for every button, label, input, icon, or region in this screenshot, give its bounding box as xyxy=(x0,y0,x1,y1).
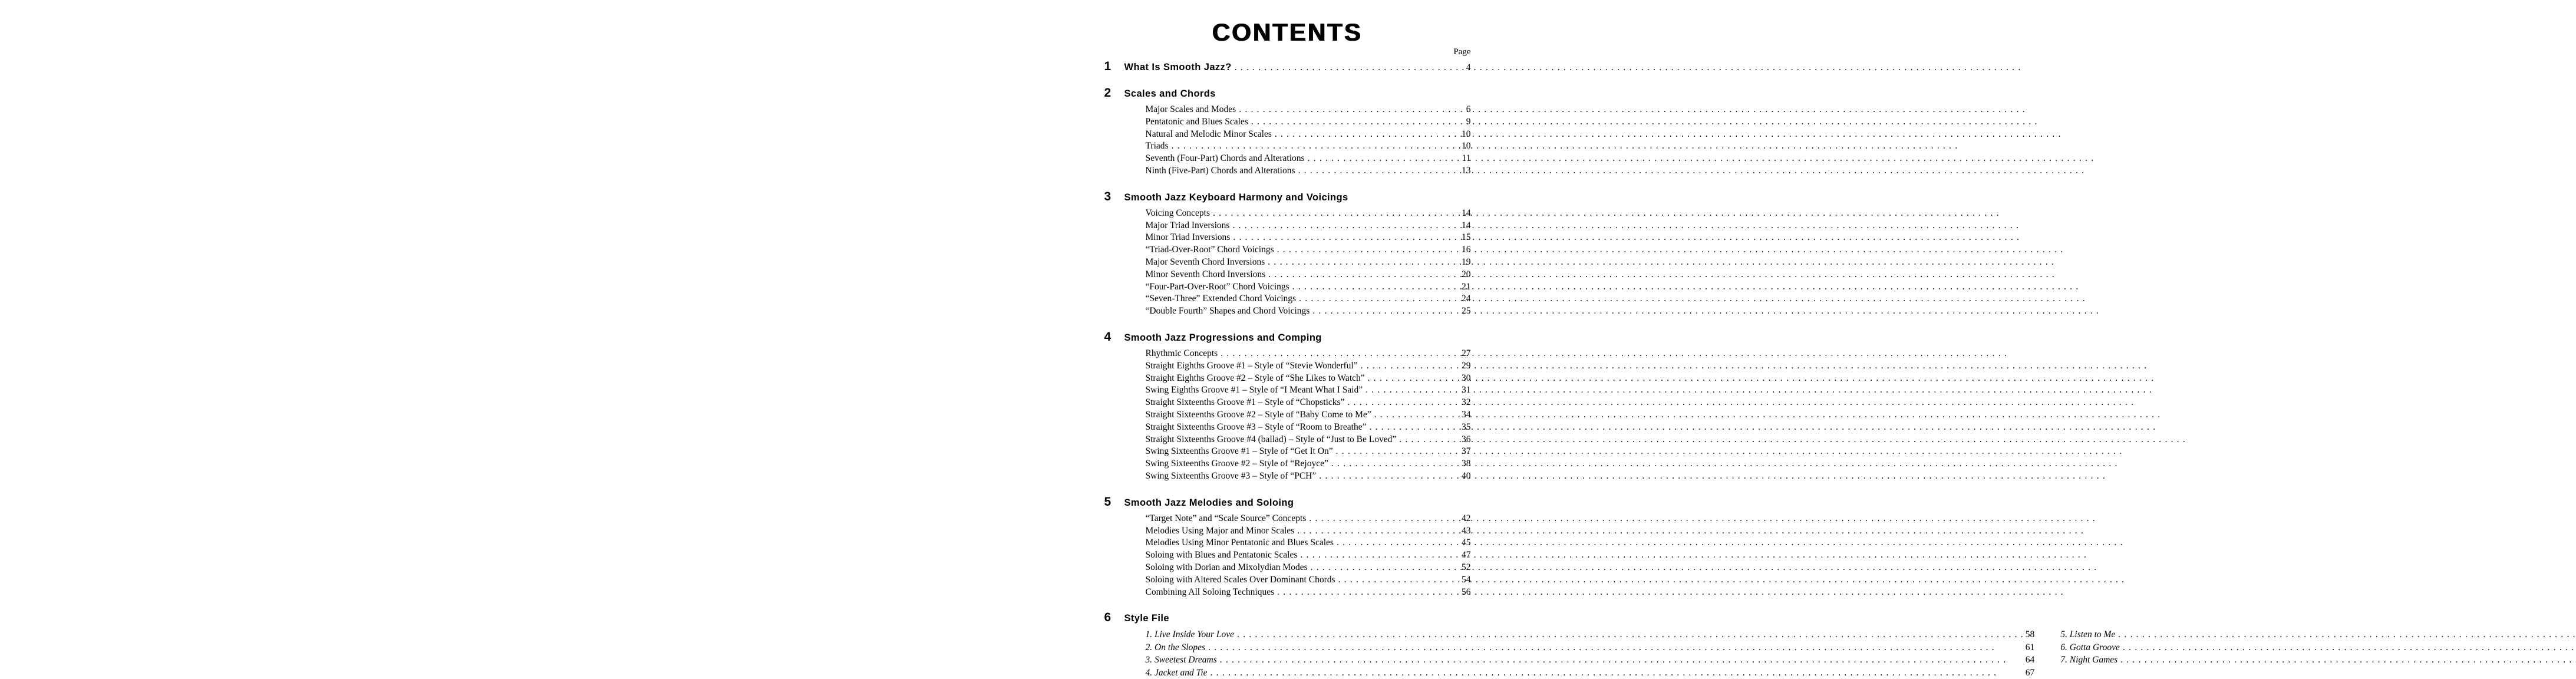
entry-page-number: 40 xyxy=(1462,470,1471,481)
dot-leader xyxy=(2120,654,2576,667)
entry-title: Soloing with Dorian and Mixolydian Modes xyxy=(1145,562,1308,572)
song-title: 7. Night Games xyxy=(2060,655,2118,665)
style-file-column-2 xyxy=(2060,628,2576,679)
entry-title: Natural and Melodic Minor Scales xyxy=(1145,128,1272,139)
entry-page-number: 25 xyxy=(1462,306,1471,317)
dot-leader xyxy=(1220,654,2024,667)
dot-leader xyxy=(1308,153,1460,165)
chapter-title: Smooth Jazz Keyboard Harmony and Voicings xyxy=(1124,192,1348,203)
dot-leader xyxy=(1275,128,1460,141)
entry-title: Straight Eighths Groove #2 – Style of “She Likes to Watch” xyxy=(1145,373,1365,383)
entry-title: Minor Triad Inversions xyxy=(1145,232,1231,243)
entry-title: Voicing Concepts xyxy=(1145,207,1210,218)
chapter-section-2 xyxy=(1104,86,1471,177)
style-file-columns xyxy=(1145,628,2120,679)
dot-leader xyxy=(1277,244,1460,256)
toc-entry xyxy=(1146,586,1471,599)
entry-title: Major Seventh Chord Inversions xyxy=(1145,256,1265,267)
dot-leader xyxy=(1233,232,1460,244)
entry-page-number: 52 xyxy=(1462,562,1471,572)
entry-title: Soloing with Blues and Pentatonic Scales xyxy=(1145,550,1298,561)
entry-title: Melodies Using Major and Minor Scales xyxy=(1145,525,1295,536)
song-page-number: 64 xyxy=(2025,655,2035,665)
chapter-section-6 xyxy=(1104,611,2120,679)
entry-page-number: 21 xyxy=(1462,281,1471,292)
song-page-number: 61 xyxy=(2025,642,2035,652)
toc-entry xyxy=(1146,269,1471,281)
toc-entry xyxy=(1146,165,1471,177)
toc-entry xyxy=(1146,128,1471,141)
entry-title: Swing Sixteenths Groove #1 – Style of “Get It On” xyxy=(1145,446,1333,457)
toc-entry xyxy=(1146,397,1471,409)
song-title: 4. Jacket and Tie xyxy=(1145,667,1208,678)
entry-title: Major Triad Inversions xyxy=(1145,220,1230,230)
song-title: 3. Sweetest Dreams xyxy=(1145,655,1217,665)
dot-leader xyxy=(1338,574,1460,586)
song-page-number: 67 xyxy=(2025,667,2035,678)
toc-entry xyxy=(1146,562,1471,574)
entry-page-number: 35 xyxy=(1462,421,1471,432)
entry-page-number: 20 xyxy=(1462,269,1471,279)
entry-title: Major Scales and Modes xyxy=(1145,104,1236,114)
toc-entry xyxy=(1146,574,1471,586)
entry-title: Combining All Soloing Techniques xyxy=(1145,586,1275,597)
entry-title: Ninth (Five-Part) Chords and Alterations xyxy=(1145,165,1295,176)
dot-leader xyxy=(1232,220,1460,232)
toc-entry xyxy=(1146,458,1471,470)
dot-leader xyxy=(1277,586,1460,599)
toc-entry xyxy=(1146,140,1471,153)
chapter-heading xyxy=(1104,86,1471,100)
dot-leader xyxy=(1399,434,1460,446)
dot-leader xyxy=(1361,360,1460,373)
dot-leader xyxy=(1211,667,2024,679)
toc-entry xyxy=(1146,116,1471,128)
style-file-entry xyxy=(2060,654,2576,667)
chapter-section-4 xyxy=(1104,330,1471,483)
chapter-section-1 xyxy=(1104,60,1471,74)
toc-entry xyxy=(1146,513,1471,525)
dot-leader xyxy=(1368,373,1460,385)
entry-title: “Four-Part-Over-Root” Chord Voicings xyxy=(1145,281,1289,292)
entry-page-number: 24 xyxy=(1462,294,1471,304)
entry-page-number: 38 xyxy=(1462,459,1471,469)
chapter-section-3 xyxy=(1104,190,1471,318)
chapter-section-5 xyxy=(1104,495,1471,599)
entry-title: Swing Eighths Groove #1 – Style of “I Meant What I Said” xyxy=(1145,385,1363,395)
entry-page-number: 36 xyxy=(1462,434,1471,444)
entry-page-number: 14 xyxy=(1462,220,1471,230)
dot-leader xyxy=(1311,562,1460,574)
toc-entry xyxy=(1146,153,1471,165)
dot-leader xyxy=(1237,628,2024,641)
dot-leader xyxy=(1172,140,1460,153)
toc-entry xyxy=(1146,360,1471,373)
entry-list xyxy=(1146,348,1471,483)
dot-leader xyxy=(1239,104,1465,116)
dot-leader xyxy=(2123,641,2576,654)
toc-entry xyxy=(1146,348,1471,360)
page-column-label: Page xyxy=(1453,47,1471,57)
entry-title: Seventh (Four-Part) Chords and Alterations xyxy=(1145,153,1305,164)
chapter-number: 4 xyxy=(1104,329,1111,344)
chapter-title: Smooth Jazz Progressions and Comping xyxy=(1124,332,1322,343)
entry-title: Minor Seventh Chord Inversions xyxy=(1145,269,1266,279)
entry-page-number: 27 xyxy=(1462,348,1471,358)
entry-title: Swing Sixteenths Groove #3 – Style of “PCH” xyxy=(1145,470,1317,481)
style-file-entry xyxy=(2060,641,2576,654)
chapter-heading xyxy=(1104,330,1471,344)
dot-leader xyxy=(1347,397,1460,409)
dot-leader xyxy=(1312,305,1460,318)
toc-entry xyxy=(1146,470,1471,483)
toc-entry xyxy=(1146,281,1471,294)
entry-title: Straight Sixteenths Groove #1 – Style of “Chopsticks” xyxy=(1145,397,1345,408)
dot-leader xyxy=(1213,207,1460,220)
dot-leader xyxy=(1319,470,1460,483)
entry-page-number: 9 xyxy=(1466,116,1471,127)
entry-page-number: 47 xyxy=(1462,550,1471,561)
entry-title: Rhythmic Concepts xyxy=(1145,348,1218,358)
entry-page-number: 45 xyxy=(1462,538,1471,548)
dot-leader xyxy=(1268,269,1460,281)
dot-leader xyxy=(1331,458,1460,470)
chapter-heading xyxy=(1104,611,1471,625)
entry-title: Straight Sixteenths Groove #2 – Style of “Baby Come to Me” xyxy=(1145,409,1371,420)
entry-page-number: 10 xyxy=(1462,141,1471,151)
entry-page-number: 11 xyxy=(1462,153,1471,164)
entry-list xyxy=(1146,104,1471,177)
chapter-heading xyxy=(1104,60,1471,74)
entry-page-number: 6 xyxy=(1466,104,1471,114)
dot-leader xyxy=(1297,525,1460,538)
toc-entry xyxy=(1146,549,1471,562)
toc-entry xyxy=(1146,104,1471,116)
style-file-entry xyxy=(2060,628,2576,641)
toc-entry xyxy=(1146,207,1471,220)
toc-entry xyxy=(1146,232,1471,244)
dot-leader xyxy=(1374,409,1460,421)
dot-leader xyxy=(1268,256,1460,269)
entry-title: Soloing with Altered Scales Over Dominant Chords xyxy=(1145,574,1335,585)
chapter-number: 3 xyxy=(1104,189,1111,203)
toc-entry xyxy=(1146,537,1471,549)
dot-leader xyxy=(1221,348,1460,360)
toc-entry xyxy=(1146,434,1471,446)
entry-page-number: 37 xyxy=(1462,446,1471,457)
chapter-title: Style File xyxy=(1124,613,1169,624)
chapter-number: 1 xyxy=(1104,60,1111,73)
entry-title: Straight Sixteenths Groove #4 (ballad) – Style of “Just to Be Loved” xyxy=(1145,434,1397,444)
entry-title: “Target Note” and “Scale Source” Concepts xyxy=(1145,513,1307,523)
dot-leader xyxy=(1298,165,1460,177)
song-title: 6. Gotta Groove xyxy=(2060,642,2120,652)
entry-list xyxy=(1146,513,1471,599)
entry-page-number: 56 xyxy=(1462,586,1471,597)
toc-entry xyxy=(1146,525,1471,538)
dot-leader xyxy=(1300,549,1460,562)
entry-page-number: 19 xyxy=(1462,256,1471,267)
style-file-entry xyxy=(1146,667,2035,679)
song-page-number: 58 xyxy=(2025,629,2035,640)
dot-leader xyxy=(1365,384,1460,397)
entry-title: Straight Sixteenths Groove #3 – Style of “Room to Breathe” xyxy=(1145,421,1367,432)
chapter-page-number: 4 xyxy=(1466,62,1471,72)
entry-page-number: 54 xyxy=(1462,574,1471,585)
toc-entry xyxy=(1146,421,1471,434)
chapter-heading xyxy=(1104,495,1471,509)
chapter-heading xyxy=(1104,190,1471,204)
song-title: 2. On the Slopes xyxy=(1145,642,1206,652)
toc-entry xyxy=(1146,446,1471,458)
entry-title: Swing Sixteenths Groove #2 – Style of “Rejoyce” xyxy=(1145,459,1328,469)
entry-title: “Triad-Over-Root” Chord Voicings xyxy=(1145,245,1274,255)
entry-page-number: 34 xyxy=(1462,409,1471,420)
entry-page-number: 15 xyxy=(1462,232,1471,243)
dot-leader xyxy=(1292,281,1460,294)
toc-entry xyxy=(1146,244,1471,256)
entry-title: Straight Eighths Groove #1 – Style of “Stevie Wonderful” xyxy=(1145,360,1358,371)
entry-page-number: 32 xyxy=(1462,397,1471,408)
entry-title: “Double Fourth” Shapes and Chord Voicings xyxy=(1145,306,1310,317)
entry-list xyxy=(1146,207,1471,318)
dot-leader xyxy=(1299,293,1460,305)
chapter-title: Smooth Jazz Melodies and Soloing xyxy=(1124,497,1294,508)
style-file-entry xyxy=(1146,641,2035,654)
entry-title: Pentatonic and Blues Scales xyxy=(1145,116,1248,127)
entry-page-number: 29 xyxy=(1462,360,1471,371)
chapter-number: 2 xyxy=(1104,86,1111,100)
style-file-column-1 xyxy=(1146,628,2035,679)
chapter-number: 6 xyxy=(1104,611,1111,625)
dot-leader xyxy=(1251,116,1465,128)
chapter-title: Scales and Chords xyxy=(1124,88,1216,99)
entry-page-number: 42 xyxy=(1462,513,1471,523)
toc-entry xyxy=(1146,384,1471,397)
song-title: 5. Listen to Me xyxy=(2060,629,2116,640)
dot-leader xyxy=(1336,446,1460,458)
toc-entry xyxy=(1146,256,1471,269)
toc-entry xyxy=(1146,305,1471,318)
entry-title: Melodies Using Minor Pentatonic and Blues Scales xyxy=(1145,538,1334,548)
entry-page-number: 30 xyxy=(1462,373,1471,383)
entry-page-number: 14 xyxy=(1462,207,1471,218)
chapter-title: What Is Smooth Jazz? xyxy=(1124,62,1232,72)
toc-entry xyxy=(1146,293,1471,305)
dot-leader xyxy=(1235,62,1465,73)
dot-leader xyxy=(1208,641,2024,654)
entry-page-number: 31 xyxy=(1462,385,1471,395)
toc-entry xyxy=(1146,409,1471,421)
entry-page-number: 16 xyxy=(1462,245,1471,255)
style-file-entry xyxy=(1146,628,2035,641)
chapter-number: 5 xyxy=(1104,495,1111,509)
song-title: 1. Live Inside Your Love xyxy=(1145,629,1235,640)
page-title: CONTENTS xyxy=(1212,18,1363,46)
entry-page-number: 43 xyxy=(1462,525,1471,536)
entry-title: Triads xyxy=(1145,141,1169,151)
style-file-entry xyxy=(1146,654,2035,667)
toc-chapters xyxy=(1104,60,2120,679)
entry-page-number: 13 xyxy=(1462,165,1471,176)
toc-entry xyxy=(1146,220,1471,232)
dot-leader xyxy=(1309,513,1460,525)
dot-leader xyxy=(1337,537,1460,549)
entry-title: “Seven-Three” Extended Chord Voicings xyxy=(1145,294,1297,304)
contents-page xyxy=(1034,0,2120,679)
toc-entry xyxy=(1146,373,1471,385)
entry-page-number: 10 xyxy=(1462,128,1471,139)
dot-leader xyxy=(1369,421,1460,434)
dot-leader xyxy=(2118,628,2576,641)
